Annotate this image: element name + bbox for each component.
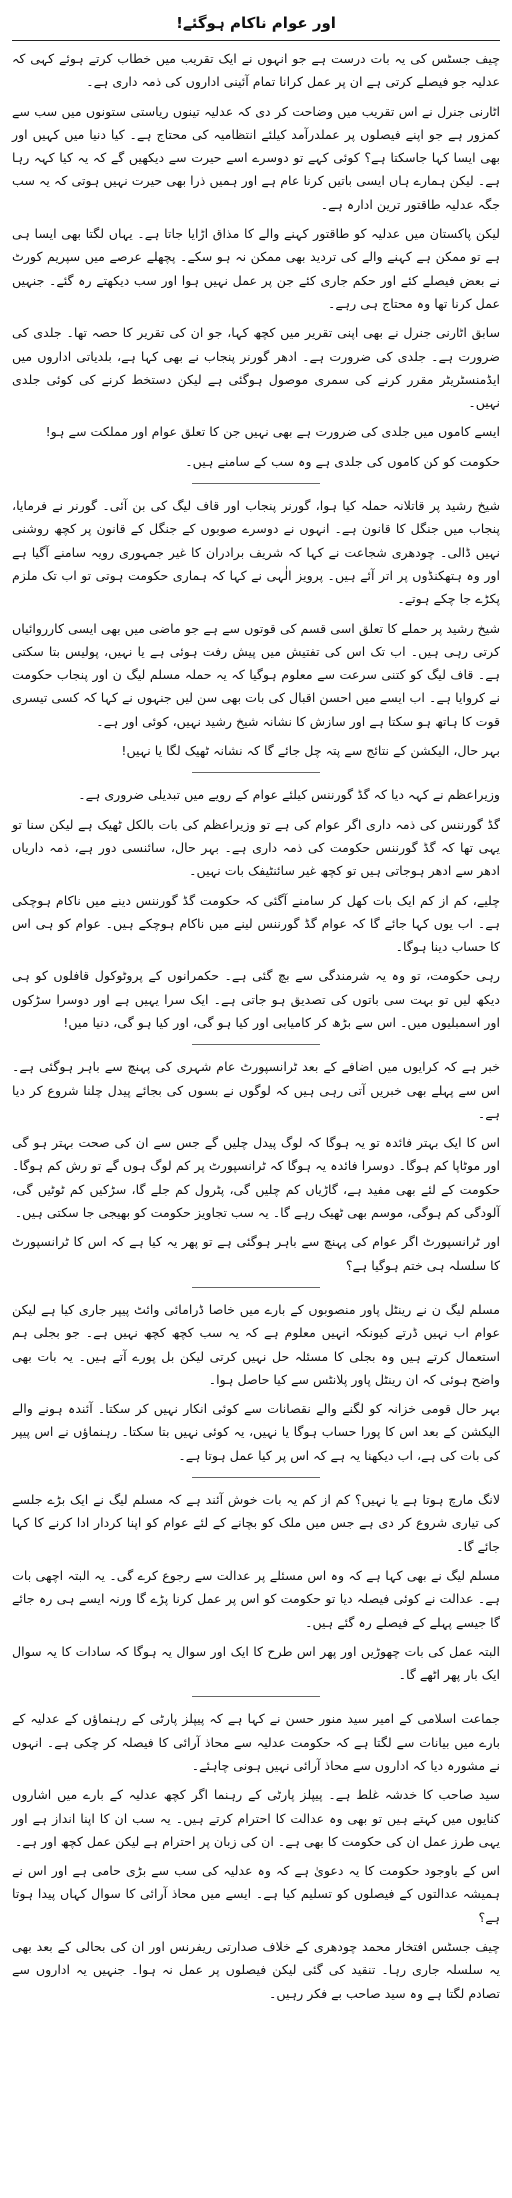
- paragraph: سابق اٹارنی جنرل نے بھی اپنی تقریر میں کچھ کہا، جو ان کی تقریر کا حصہ تھا۔ جلدی کی ضرورت ہے۔ جلدی کی ضرورت ہے۔ ادھر گورنر پنجاب نے بھی کہا ہے، بلدیاتی اداروں میں ایڈمنسٹریٹر مقرر کرنے کی سمری موصول ہوگئی ہے لیکن دستخط کرنے کی کوئی جلدی نہیں۔: [12, 325, 500, 411]
- paragraph: شیخ رشید پر قاتلانہ حملہ کیا ہوا، گورنر پنجاب اور قاف لیگ کی بن آئی۔ گورنر نے فرمایا، پنجاب میں جنگل کا قانون ہے۔ انہوں نے دوسرے صوبوں کے جنگل کے قانون پر کچھ روشنی نہیں ڈالی۔ چودھری شجاعت نے کہا کہ شریف برادران کا غیر جمہوری رویہ سامنے آگیا ہے اور وہ ہتھکنڈوں پر اتر آئے ہیں۔ پرویز الٰہی نے کہا کہ ہماری حکومت ہوتی تو اب تک ملزم پکڑے جا چکے ہوتے۔: [12, 498, 500, 607]
- paragraph: مسلم لیگ نے بھی کہا ہے کہ وہ اس مسئلے پر عدالت سے رجوع کرے گی۔ یہ البتہ اچھی بات ہے۔ عدالت نے کوئی فیصلہ دیا تو حکومت کو اس پر عمل کرنا پڑے گا ورنہ ایسے ہی رہ جائے گا جیسے پہلے کے فیصلے رہ گئے ہیں۔: [12, 1567, 500, 1630]
- section-divider: [192, 772, 320, 773]
- section-divider: [192, 483, 320, 484]
- paragraph: گڈ گورننس کی ذمہ داری اگر عوام کی ہے تو وزیراعظم کی بات بالکل ٹھیک ہے لیکن سنا تو یہی تھا کہ گڈ گورننس حکومت کی ذمہ داری ہے۔ بہر حال، سائنسی دور ہے، ذمہ داریاں ادھر سے ادھر ہوجاتی ہیں تو کچھ غیر سائنٹیفک بات نہیں۔: [12, 816, 500, 879]
- paragraph: البتہ عمل کی بات چھوڑیں اور پھر اس طرح کا ایک اور سوال یہ ہوگا کہ سادات کا یہ سوال ایک بار پھر اٹھے گا۔: [12, 1643, 500, 1683]
- paragraph: لیکن پاکستان میں عدلیہ کو طاقتور کہنے والے کا مذاق اڑایا جاتا ہے۔ یہاں لگتا بھی ایسا ہی ہے تو ممکن ہے کہنے والے کی تردید بھی ممکن نہ ہو سکے۔ پچھلے عرصے میں سپریم کورٹ نے بعض فیصلے کئے اور حکم جاری کئے جن پر عمل نہیں ہوا اور سب دیکھتے رہ گئے۔ جنہیں عمل کرنا تھا وہ محتاج ہی رہے۔: [12, 226, 500, 311]
- section-1: [12, 47, 500, 473]
- section-divider: [192, 1477, 320, 1478]
- article-title: اور عوام ناکام ہوگئے!: [12, 10, 500, 41]
- paragraph: اور ٹرانسپورٹ اگر عوام کی پہنچ سے باہر ہوگئی ہے تو پھر یہ کیا ہے کہ اس کا ٹرانسپورٹ کا سلسلہ ہی ختم ہوگیا ہے؟: [12, 1234, 500, 1273]
- paragraph: چیف جسٹس افتخار محمد چودھری کے خلاف صدارتی ریفرنس اور ان کی بحالی کے بعد بھی یہ سلسلہ جاری رہا۔ تنقید کی گئی لیکن فیصلوں پر عمل نہ ہوا۔ جنہیں یہ اداروں سے تصادم لگتا ہے وہ سید صاحب بے فکر رہیں۔: [12, 1939, 500, 2001]
- section-5: [12, 1298, 500, 1467]
- paragraph: ایسے کاموں میں جلدی کی ضرورت ہے بھی نہیں جن کا تعلق عوام اور مملکت سے ہو!: [45, 424, 500, 440]
- paragraph: شیخ رشید پر حملے کا تعلق اسی قسم کی قوتوں سے ہے جو ماضی میں بھی ایسی کارروائیاں کرتی رہی ہیں۔ اب تک اس کی تفتیش میں پیش رفت ہوئی ہے یا نہیں، پولیس بتا سکتی ہے۔ قاف لیگ کو کتنی سرعت سے معلوم ہوگیا کہ یہ حملہ مسلم لیگ ن اور پنجاب حکومت نے کروایا ہے۔ اب ایسے میں احسن اقبال کی بات بھی سن لیں جنہوں نے کہا کہ کسی تیسری قوت کا ہاتھ ہو سکتا ہے اور سازش کا نشانہ شیخ رشید نہیں، کوئی اور ہے۔: [12, 620, 500, 729]
- section-6: [12, 1488, 500, 1686]
- paragraph: جماعت اسلامی کے امیر سید منور حسن نے کہا ہے کہ پیپلز پارٹی کے رہنماؤں کے عدلیہ کے بارے میں بیانات سے لگتا ہے کہ حکومت عدلیہ سے محاذ آرائی کا فیصلہ کر چکی ہے۔ انہوں نے مشورہ دیا کہ اداروں سے محاذ آرائی نہیں ہونی چاہئے۔: [12, 1711, 500, 1773]
- section-2: [12, 494, 500, 762]
- paragraph: اٹارنی جنرل نے اس تقریب میں وضاحت کر دی کہ عدلیہ تینوں ریاستی ستونوں میں سب سے کمزور ہے جو اپنے فیصلوں پر عملدرآمد کیلئے انتظامیہ کی محتاج ہے۔ کیا دنیا میں کہیں اور بھی ایسا کہا جاسکتا ہے؟ کوئی کہے تو دوسرے اسے حیرت سے دیکھیں گے کہ یہ کیا کہہ رہا ہے۔ لیکن ہمارے ہاں ایسی باتیں کرنا عام ہے اور ہمیں ذرا بھی حیرت نہیں ہوتی کہ یہ سب جگہ عدلیہ طاقتور ترین ادارہ ہے۔: [12, 103, 500, 212]
- paragraph: لانگ مارچ ہوتا ہے یا نہیں؟ کم از کم یہ بات خوش آئند ہے کہ مسلم لیگ نے ایک بڑے جلسے کی تیاری شروع کر دی ہے جس میں ملک کو بچانے کے لئے عوام کو اپنا کردار ادا کرنے کا کہا جائے گا۔: [12, 1492, 500, 1554]
- paragraph: اس کے باوجود حکومت کا یہ دعویٰ ہے کہ وہ عدلیہ کی سب سے بڑی حامی ہے اور اس نے ہمیشہ عدالتوں کے فیصلوں کو تسلیم کیا ہے۔ ایسے میں محاذ آرائی کا سوال کہاں پیدا ہوتا ہے؟: [12, 1863, 500, 1925]
- section-divider: [192, 1287, 320, 1288]
- section-3: [12, 783, 500, 1034]
- section-4: [12, 1055, 500, 1277]
- paragraph: رہی حکومت، تو وہ یہ شرمندگی سے بچ گئی ہے۔ حکمرانوں کے پروٹوکول قافلوں کو ہی دیکھ لیں تو بہت سی باتوں کی تصدیق ہو جاتی ہے۔ ایک سرا یہیں ہے اور دوسرا سڑکوں اور اسمبلیوں میں۔ اس سے بڑھ کر کامیابی اور کیا ہو گی، اور کیا ہو گی، دنیا میں!: [12, 968, 500, 1030]
- paragraph: چلیے، کم از کم ایک بات کھل کر سامنے آگئی کہ حکومت گڈ گورننس دینے میں ناکام ہوچکی ہے۔ اب یوں کہا جائے گا کہ عوام گڈ گورننس لینے میں ناکام ہوچکے ہیں۔ عوام کو ہی اس کا حساب دینا ہوگا۔: [12, 892, 500, 955]
- paragraph: سید صاحب کا خدشہ غلط ہے۔ پیپلز پارٹی کے رہنما اگر کچھ عدلیہ کے بارے میں اشاروں کنایوں میں کہتے ہیں تو بھی وہ عدالت کا احترام کرتے ہیں۔ یہ سب ان کا اپنا انداز ہے اور یہی طرز عمل ان کی حکومت کا بھی ہے۔ ان کی زبان پر احترام ہے لیکن عمل کچھ اور ہے۔: [12, 1787, 500, 1849]
- paragraph: خبر ہے کہ کرایوں میں اضافے کے بعد ٹرانسپورٹ عام شہری کی پہنچ سے باہر ہوگئی ہے۔ اس سے پہلے بھی خبریں آتی رہی ہیں کہ لوگوں نے بسوں کی بجائے پیدل چلنا شروع کر دیا ہے۔: [12, 1059, 500, 1121]
- section-divider: [192, 1696, 320, 1697]
- section-7: [12, 1707, 500, 2005]
- paragraph: وزیراعظم نے کہہ دیا کہ گڈ گورننس کیلئے عوام کے رویے میں تبدیلی ضروری ہے۔: [78, 787, 500, 803]
- paragraph: حکومت کو کن کاموں کی جلدی ہے وہ سب کے سامنے ہیں۔: [185, 453, 500, 469]
- paragraph: چیف جسٹس کی یہ بات درست ہے جو انہوں نے ایک تقریب میں خطاب کرتے ہوئے کہی کہ عدلیہ جو فیصلے کرتی ہے ان پر عمل کرانا تمام آئینی اداروں کی ذمہ داری ہے۔: [12, 51, 500, 90]
- paragraph: اس کا ایک بہتر فائدہ تو یہ ہوگا کہ لوگ پیدل چلیں گے جس سے ان کی صحت بہتر ہو گی اور موٹاپا کم ہوگا۔ دوسرا فائدہ یہ ہوگا کہ ٹرانسپورٹ پر کم لوگ ہوں گے تو رش کم ہوگا۔ حکومت کے لئے بھی مفید ہے، گاڑیاں کم چلیں گی، پٹرول کم جلے گا، سڑکیں کم ٹوٹیں گی، آلودگی کم ہوگی، موسم بھی ٹھیک رہے گا۔ یہ سب تجاویز حکومت کو بھیجی جا سکتی ہیں۔: [12, 1135, 500, 1221]
- paragraph: مسلم لیگ ن نے رینٹل پاور منصوبوں کے بارے میں خاصا ڈرامائی وائٹ پیپر جاری کیا ہے لیکن عوام اب نہیں ڈرتے کیونکہ انہیں معلوم ہے کہ یہ سب کچھ کچھ نہیں ہے۔ جو بجلی ہم استعمال کرتے ہیں وہ بجلی کا مسئلہ حل نہیں کرتی لیکن بل پورے آتے ہیں۔ یہ بات بھی واضح ہوئی کہ ان رینٹل پاور پلانٹس سے کیا حاصل ہوا۔: [12, 1301, 500, 1387]
- paragraph: بہر حال، الیکشن کے نتائج سے پتہ چل جائے گا کہ نشانہ ٹھیک لگا یا نہیں!: [121, 743, 500, 759]
- section-divider: [192, 1044, 320, 1045]
- paragraph: بہر حال قومی خزانہ کو لگنے والے نقصانات سے کوئی انکار نہیں کر سکتا۔ آئندہ ہونے والے الیکشن کے بعد اس کا پورا حساب ہوگا یا نہیں، یہ کوئی نہیں بتا سکتا۔ رہنماؤں نے اس پیپر کی بات کی ہے، اب دیکھنا یہ ہے کہ اس پر کیا عمل ہوتا ہے۔: [12, 1401, 500, 1463]
